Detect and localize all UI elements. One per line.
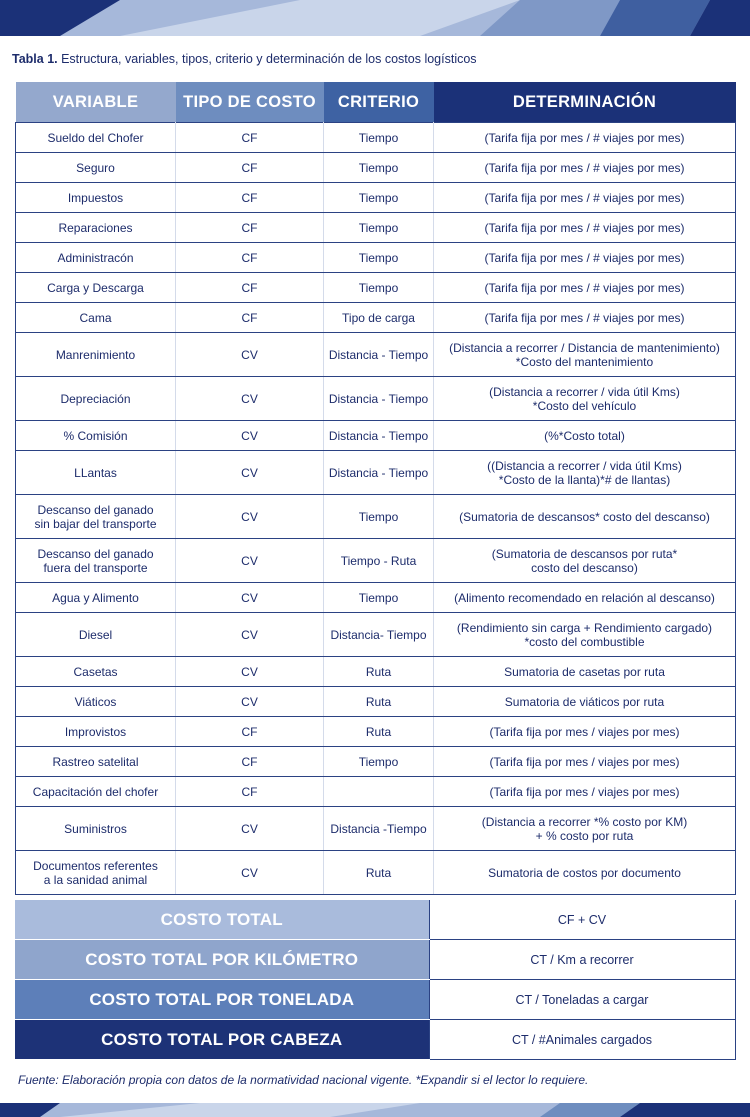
cell-determinacion-line: (Distancia a recorrer / Distancia de mantenimiento) bbox=[449, 340, 720, 355]
table-row bbox=[16, 613, 736, 657]
cell-variable bbox=[16, 213, 176, 243]
cell-criterio: Distancia - Tiempo bbox=[324, 421, 434, 451]
cell-variable bbox=[16, 333, 176, 377]
table-row bbox=[16, 687, 736, 717]
cell-tipo-de-costo: CV bbox=[176, 495, 324, 539]
cell-variable bbox=[16, 777, 176, 807]
cell-variable-line: Descanso del ganado bbox=[37, 546, 154, 561]
cell-variable-line: a la sanidad animal bbox=[43, 872, 148, 887]
cell-criterio: Distancia - Tiempo bbox=[324, 333, 434, 377]
cell-variable bbox=[16, 421, 176, 451]
table-row bbox=[16, 273, 736, 303]
cell-variable-line: fuera del transporte bbox=[43, 560, 148, 575]
cell-determinacion bbox=[434, 333, 736, 377]
cell-determinacion bbox=[434, 243, 736, 273]
cell-determinacion-line: *Costo del vehículo bbox=[532, 398, 637, 413]
table-row bbox=[16, 213, 736, 243]
cell-determinacion bbox=[434, 213, 736, 243]
caption-label: Tabla 1. bbox=[12, 52, 58, 66]
cell-tipo-de-costo: CF bbox=[176, 777, 324, 807]
cell-variable bbox=[16, 613, 176, 657]
table-row bbox=[16, 495, 736, 539]
cell-determinacion-line: (Tarifa fija por mes / # viajes por mes) bbox=[484, 280, 685, 295]
cell-criterio: Ruta bbox=[324, 687, 434, 717]
cell-determinacion-line: Sumatoria de viáticos por ruta bbox=[504, 694, 665, 709]
cell-tipo-de-costo: CV bbox=[176, 451, 324, 495]
cell-variable-line: Seguro bbox=[76, 160, 115, 175]
cell-variable-line: Depreciación bbox=[60, 391, 131, 406]
table-row bbox=[16, 539, 736, 583]
cell-determinacion bbox=[434, 717, 736, 747]
cell-variable-line: Viáticos bbox=[74, 694, 117, 709]
cell-variable bbox=[16, 495, 176, 539]
cell-criterio: Tiempo bbox=[324, 583, 434, 613]
cell-variable-line: Casetas bbox=[73, 664, 118, 679]
cell-variable bbox=[16, 243, 176, 273]
table-row bbox=[16, 747, 736, 777]
totals-table bbox=[15, 900, 736, 1060]
table-row bbox=[16, 777, 736, 807]
cell-criterio: Tipo de carga bbox=[324, 303, 434, 333]
cell-determinacion bbox=[434, 377, 736, 421]
cell-criterio: Tiempo bbox=[324, 243, 434, 273]
table-row bbox=[16, 303, 736, 333]
cell-variable-line: Manrenimiento bbox=[55, 347, 136, 362]
cell-variable-line: Cama bbox=[79, 310, 112, 325]
table-row bbox=[16, 851, 736, 895]
cell-criterio: Tiempo bbox=[324, 123, 434, 153]
header-determinacion: DETERMINACIÓN bbox=[434, 82, 736, 123]
cell-determinacion-line: (Tarifa fija por mes / # viajes por mes) bbox=[484, 190, 685, 205]
cell-determinacion-line: (Tarifa fija por mes / viajes por mes) bbox=[489, 784, 680, 799]
cell-variable-line: sin bajar del transporte bbox=[34, 516, 157, 531]
source-note: Fuente: Elaboración propia con datos de la normatividad nacional vigente. *Expandir si el lector lo requiere. bbox=[18, 1073, 589, 1087]
header-tipo-de-costo: TIPO DE COSTO bbox=[176, 82, 324, 123]
cell-variable bbox=[16, 123, 176, 153]
totals-body bbox=[15, 900, 735, 1060]
bottom-decorative-banner bbox=[0, 1103, 750, 1117]
cell-determinacion-line: (Tarifa fija por mes / viajes por mes) bbox=[489, 724, 680, 739]
totals-label: COSTO TOTAL bbox=[15, 900, 429, 940]
cell-determinacion-line: Sumatoria de costos por documento bbox=[488, 865, 681, 880]
cell-determinacion bbox=[434, 851, 736, 895]
cell-criterio: Tiempo bbox=[324, 495, 434, 539]
cell-variable-line: Impuestos bbox=[67, 190, 124, 205]
cell-variable-line: Descanso del ganado bbox=[37, 502, 154, 517]
table-body bbox=[16, 123, 736, 895]
cell-determinacion-line: (Tarifa fija por mes / # viajes por mes) bbox=[484, 310, 685, 325]
totals-formula: CT / Toneladas a cargar bbox=[429, 980, 735, 1020]
cell-variable-line: LLantas bbox=[74, 465, 117, 480]
cell-determinacion-line: (%*Costo total) bbox=[544, 428, 625, 443]
cell-variable-line: Agua y Alimento bbox=[52, 590, 139, 605]
cell-variable-line: Sueldo del Chofer bbox=[47, 130, 144, 145]
cell-determinacion-line: + % costo por ruta bbox=[535, 828, 634, 843]
cell-tipo-de-costo: CF bbox=[176, 153, 324, 183]
cell-tipo-de-costo: CF bbox=[176, 183, 324, 213]
totals-label: COSTO TOTAL POR KILÓMETRO bbox=[15, 940, 429, 980]
header-variable: VARIABLE bbox=[16, 82, 176, 123]
cell-determinacion bbox=[434, 657, 736, 687]
totals-formula: CT / #Animales cargados bbox=[429, 1020, 735, 1060]
cell-determinacion bbox=[434, 807, 736, 851]
table-row bbox=[16, 183, 736, 213]
table-row bbox=[16, 377, 736, 421]
cell-determinacion-line: Sumatoria de casetas por ruta bbox=[504, 664, 665, 679]
cell-criterio: Tiempo - Ruta bbox=[324, 539, 434, 583]
table-row bbox=[16, 657, 736, 687]
cell-variable bbox=[16, 687, 176, 717]
cell-determinacion bbox=[434, 421, 736, 451]
cell-determinacion-line: (Distancia a recorrer / vida útil Kms) bbox=[489, 384, 680, 399]
cell-tipo-de-costo: CF bbox=[176, 243, 324, 273]
cell-variable-line: Documentos referentes bbox=[33, 858, 158, 873]
cell-criterio: Tiempo bbox=[324, 213, 434, 243]
cell-determinacion bbox=[434, 495, 736, 539]
cell-determinacion-line: (Sumatoria de descansos por ruta* bbox=[491, 546, 678, 561]
cell-variable bbox=[16, 303, 176, 333]
cell-determinacion-line: (Tarifa fija por mes / # viajes por mes) bbox=[484, 250, 685, 265]
cell-variable bbox=[16, 851, 176, 895]
cell-variable-line: Administracón bbox=[57, 250, 134, 265]
cell-determinacion-line: (Sumatoria de descansos* costo del descanso) bbox=[459, 509, 710, 524]
cell-determinacion-line: (Rendimiento sin carga + Rendimiento cargado) bbox=[456, 620, 713, 635]
cell-determinacion-line: costo del descanso) bbox=[531, 560, 638, 575]
cell-variable bbox=[16, 583, 176, 613]
cell-variable bbox=[16, 377, 176, 421]
totals-row bbox=[15, 980, 735, 1020]
cell-determinacion-line: ((Distancia a recorrer / vida útil Kms) bbox=[487, 458, 682, 473]
cell-variable-line: Diesel bbox=[78, 627, 113, 642]
cell-criterio: Tiempo bbox=[324, 153, 434, 183]
cell-tipo-de-costo: CF bbox=[176, 747, 324, 777]
cell-variable bbox=[16, 451, 176, 495]
cell-determinacion-line: *Costo del mantenimiento bbox=[515, 354, 654, 369]
cell-tipo-de-costo: CF bbox=[176, 273, 324, 303]
cell-tipo-de-costo: CV bbox=[176, 807, 324, 851]
cell-tipo-de-costo: CV bbox=[176, 613, 324, 657]
totals-label: COSTO TOTAL POR TONELADA bbox=[15, 980, 429, 1020]
cell-tipo-de-costo: CV bbox=[176, 583, 324, 613]
cell-variable bbox=[16, 807, 176, 851]
cell-tipo-de-costo: CV bbox=[176, 333, 324, 377]
table-caption bbox=[12, 52, 477, 66]
totals-row bbox=[15, 940, 735, 980]
totals-label: COSTO TOTAL POR CABEZA bbox=[15, 1020, 429, 1060]
cell-variable-line: Capacitación del chofer bbox=[32, 784, 159, 799]
table-header-row bbox=[16, 82, 736, 123]
cell-criterio: Distancia- Tiempo bbox=[324, 613, 434, 657]
cell-determinacion-line: (Distancia a recorrer *% costo por KM) bbox=[481, 814, 688, 829]
cell-criterio: Ruta bbox=[324, 717, 434, 747]
cell-determinacion-line: *costo del combustible bbox=[524, 634, 645, 649]
cell-criterio: Ruta bbox=[324, 851, 434, 895]
cell-determinacion bbox=[434, 451, 736, 495]
table-row bbox=[16, 451, 736, 495]
cell-determinacion-line: (Tarifa fija por mes / # viajes por mes) bbox=[484, 160, 685, 175]
cell-criterio: Distancia - Tiempo bbox=[324, 377, 434, 421]
totals-row bbox=[15, 900, 735, 940]
cell-tipo-de-costo: CV bbox=[176, 851, 324, 895]
bottom-banner-shapes bbox=[0, 1103, 750, 1117]
cell-variable bbox=[16, 717, 176, 747]
header-criterio: CRITERIO bbox=[324, 82, 434, 123]
cell-determinacion bbox=[434, 303, 736, 333]
cell-determinacion-line: (Alimento recomendado en relación al descanso) bbox=[454, 590, 715, 605]
caption-text: Estructura, variables, tipos, criterio y determinación de los costos logísticos bbox=[57, 52, 477, 66]
cell-determinacion bbox=[434, 613, 736, 657]
table-row bbox=[16, 583, 736, 613]
cell-tipo-de-costo: CF bbox=[176, 717, 324, 747]
cell-variable bbox=[16, 273, 176, 303]
cell-variable bbox=[16, 153, 176, 183]
table-row bbox=[16, 807, 736, 851]
cell-variable-line: Rastreo satelital bbox=[52, 754, 139, 769]
cell-tipo-de-costo: CV bbox=[176, 657, 324, 687]
cell-tipo-de-costo: CF bbox=[176, 303, 324, 333]
cell-criterio: Ruta bbox=[324, 657, 434, 687]
cell-tipo-de-costo: CV bbox=[176, 687, 324, 717]
cell-criterio bbox=[324, 777, 434, 807]
cell-variable-line: Suministros bbox=[64, 821, 127, 836]
cell-criterio: Tiempo bbox=[324, 273, 434, 303]
cell-tipo-de-costo: CV bbox=[176, 377, 324, 421]
cell-criterio: Tiempo bbox=[324, 183, 434, 213]
cell-variable bbox=[16, 183, 176, 213]
cell-determinacion bbox=[434, 539, 736, 583]
cell-variable bbox=[16, 747, 176, 777]
cell-determinacion bbox=[434, 183, 736, 213]
cell-determinacion bbox=[434, 747, 736, 777]
table-row bbox=[16, 333, 736, 377]
cell-determinacion-line: (Tarifa fija por mes / # viajes por mes) bbox=[484, 130, 685, 145]
cell-determinacion bbox=[434, 273, 736, 303]
cell-variable bbox=[16, 539, 176, 583]
table-row bbox=[16, 243, 736, 273]
cell-tipo-de-costo: CF bbox=[176, 213, 324, 243]
cell-determinacion bbox=[434, 583, 736, 613]
cell-tipo-de-costo: CV bbox=[176, 539, 324, 583]
cell-variable-line: Carga y Descarga bbox=[47, 280, 144, 295]
totals-formula: CT / Km a recorrer bbox=[429, 940, 735, 980]
cell-determinacion-line: *Costo de la llanta)*# de llantas) bbox=[498, 472, 671, 487]
totals-formula: CF + CV bbox=[429, 900, 735, 940]
table-row bbox=[16, 153, 736, 183]
cell-determinacion bbox=[434, 777, 736, 807]
cell-variable-line: Reparaciones bbox=[58, 220, 133, 235]
table-row bbox=[16, 717, 736, 747]
cell-tipo-de-costo: CV bbox=[176, 421, 324, 451]
cell-determinacion bbox=[434, 687, 736, 717]
cell-determinacion-line: (Tarifa fija por mes / # viajes por mes) bbox=[484, 220, 685, 235]
cell-determinacion bbox=[434, 123, 736, 153]
cell-variable-line: Improvistos bbox=[64, 724, 127, 739]
top-decorative-banner bbox=[0, 0, 750, 36]
table-row bbox=[16, 421, 736, 451]
cell-variable-line: % Comisión bbox=[63, 428, 128, 443]
cost-structure-table bbox=[15, 82, 736, 895]
totals-row bbox=[15, 1020, 735, 1060]
cell-criterio: Tiempo bbox=[324, 747, 434, 777]
cell-criterio: Distancia - Tiempo bbox=[324, 451, 434, 495]
cell-determinacion-line: (Tarifa fija por mes / viajes por mes) bbox=[489, 754, 680, 769]
cell-variable bbox=[16, 657, 176, 687]
cell-determinacion bbox=[434, 153, 736, 183]
cell-criterio: Distancia -Tiempo bbox=[324, 807, 434, 851]
table-row bbox=[16, 123, 736, 153]
cell-tipo-de-costo: CF bbox=[176, 123, 324, 153]
banner-shapes bbox=[0, 0, 750, 36]
